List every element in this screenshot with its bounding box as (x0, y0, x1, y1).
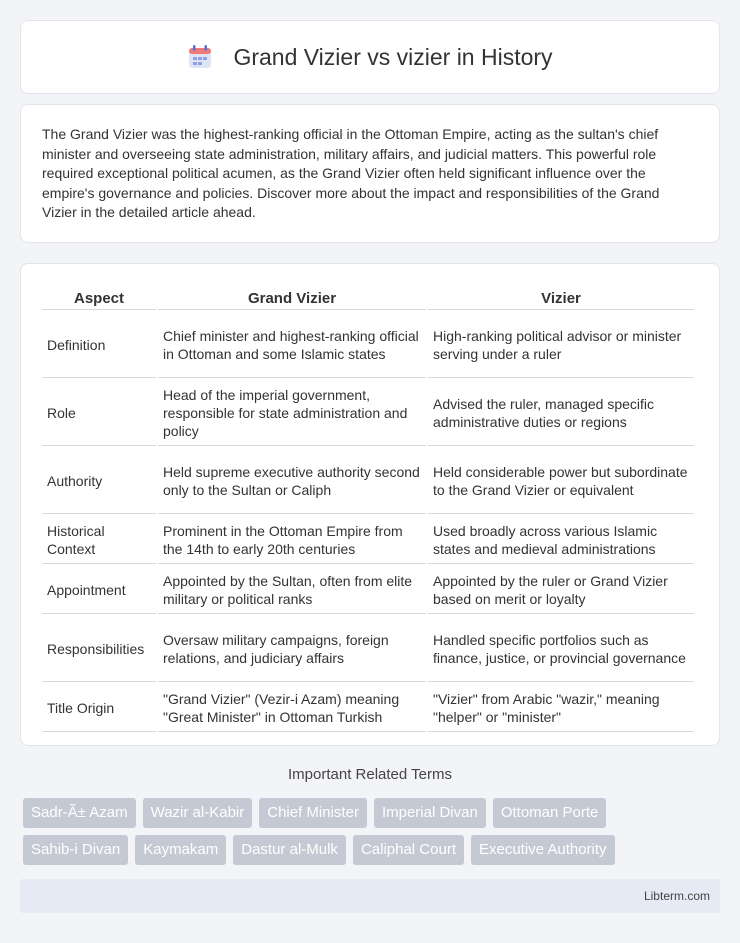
grand-vizier-cell: Head of the imperial government, responsible for state administration and policy (158, 380, 426, 446)
related-term-tag[interactable]: Wazir al-Kabir (143, 798, 253, 828)
header-grand-vizier: Grand Vizier (158, 286, 426, 310)
related-term-tag[interactable]: Caliphal Court (353, 835, 464, 865)
footer-site-link[interactable]: Libterm.com (643, 889, 710, 903)
table-row (42, 448, 694, 514)
related-term-tag[interactable]: Executive Authority (471, 835, 615, 865)
table-row (42, 516, 694, 564)
related-term-tag[interactable]: Chief Minister (259, 798, 367, 828)
vizier-cell: Used broadly across various Islamic states and medieval administrations (428, 516, 694, 564)
calendar-icon (187, 44, 213, 70)
aspect-cell: Title Origin (42, 684, 156, 732)
table-row (42, 312, 694, 378)
vizier-cell: Advised the ruler, managed specific administrative duties or regions (428, 380, 694, 446)
vizier-cell: Handled specific portfolios such as finance, justice, or provincial governance (428, 616, 694, 682)
related-term-tag[interactable]: Sadr-Ã± Azam (23, 798, 136, 828)
aspect-cell: Historical Context (42, 516, 156, 564)
related-term-tag[interactable]: Dastur al-Mulk (233, 835, 346, 865)
comparison-table (40, 284, 696, 734)
grand-vizier-cell: Chief minister and highest-ranking official in Ottoman and some Islamic states (158, 312, 426, 378)
footer (20, 879, 720, 913)
vizier-cell: Held considerable power but subordinate to the Grand Vizier or equivalent (428, 448, 694, 514)
aspect-cell: Appointment (42, 566, 156, 614)
table-header-row (42, 286, 694, 310)
table-row (42, 684, 694, 732)
header-aspect: Aspect (42, 286, 156, 310)
vizier-cell: Appointed by the ruler or Grand Vizier based on merit or loyalty (428, 566, 694, 614)
title-card (20, 20, 720, 94)
related-terms-title: Important Related Terms (288, 766, 452, 783)
grand-vizier-cell: Prominent in the Ottoman Empire from the 14th to early 20th centuries (158, 516, 426, 564)
grand-vizier-cell: Oversaw military campaigns, foreign relations, and judiciary affairs (158, 616, 426, 682)
grand-vizier-cell: "Grand Vizier" (Vezir-i Azam) meaning "Great Minister" in Ottoman Turkish (158, 684, 426, 732)
page-title: Grand Vizier vs vizier in History (233, 43, 553, 70)
intro-text: The Grand Vizier was the highest-ranking official in the Ottoman Empire, acting as the sultan's chief minister and overseeing state administration, military affairs, and judicial matters. This powerful role required exceptional political acumen, as the Grand Vizier often held significant influence over the empire's governance and policies. Discover more about the impact and responsibilities of the Grand Vizier in the detailed article ahead. (42, 126, 660, 220)
aspect-cell: Authority (42, 448, 156, 514)
related-term-tag[interactable]: Kaymakam (135, 835, 226, 865)
related-term-tag[interactable]: Sahib-i Divan (23, 835, 128, 865)
related-term-tag[interactable]: Ottoman Porte (493, 798, 607, 828)
intro-card (20, 104, 720, 243)
aspect-cell: Definition (42, 312, 156, 378)
vizier-cell: High-ranking political advisor or minister serving under a ruler (428, 312, 694, 378)
vizier-cell: "Vizier" from Arabic "wazir," meaning "helper" or "minister" (428, 684, 694, 732)
related-term-tag[interactable]: Imperial Divan (374, 798, 486, 828)
header-vizier: Vizier (428, 286, 694, 310)
table-row (42, 616, 694, 682)
grand-vizier-cell: Appointed by the Sultan, often from elite military or political ranks (158, 566, 426, 614)
related-terms-list (23, 798, 723, 872)
aspect-cell: Responsibilities (42, 616, 156, 682)
grand-vizier-cell: Held supreme executive authority second only to the Sultan or Caliph (158, 448, 426, 514)
table-row (42, 380, 694, 446)
aspect-cell: Role (42, 380, 156, 446)
table-row (42, 566, 694, 614)
comparison-card (20, 263, 720, 746)
